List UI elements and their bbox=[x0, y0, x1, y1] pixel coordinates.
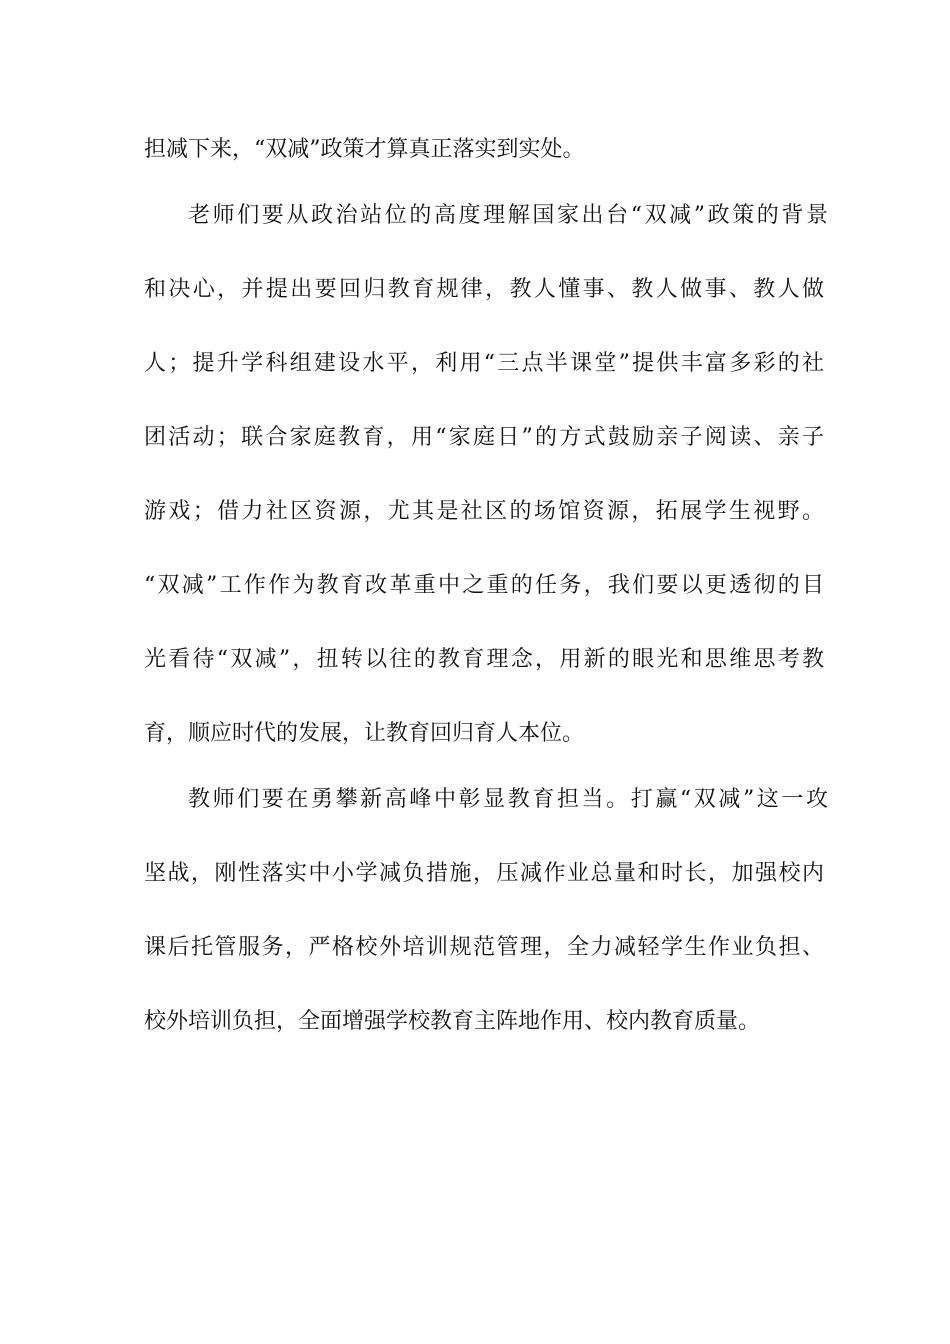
paragraph-line: 光看待“双减”，扭转以往的教育理念，用新的眼光和思维思考教 bbox=[144, 647, 824, 672]
paragraph-line: “双减”工作作为教育改革重中之重的任务，我们要以更透彻的目 bbox=[144, 573, 824, 598]
paragraph-line: 课后托管服务，严格校外培训规范管理，全力减轻学生作业负担、 bbox=[144, 935, 824, 960]
paragraph-line: 育，顺应时代的发展，让教育回归育人本位。 bbox=[144, 721, 585, 746]
paragraph-line: 校外培训负担，全面增强学校教育主阵地作用、校内教育质量。 bbox=[144, 1009, 761, 1034]
paragraph-line: 老师们要从政治站位的高度理解国家出台“双减”政策的背景 bbox=[188, 203, 828, 228]
paragraph-line: 和决心，并提出要回归教育规律，教人懂事、教人做事、教人做 bbox=[144, 277, 824, 302]
paragraph-line: 坚战，刚性落实中小学减负措施，压减作业总量和时长，加强校内 bbox=[144, 861, 824, 886]
paragraph-line: 游戏；借力社区资源，尤其是社区的场馆资源，拓展学生视野。 bbox=[144, 499, 824, 524]
paragraph-line: 团活动；联合家庭教育，用“家庭日”的方式鼓励亲子阅读、亲子 bbox=[144, 425, 824, 450]
paragraph-line: 担减下来，“双减”政策才算真正落实到实处。 bbox=[144, 137, 585, 162]
paragraph-line: 人；提升学科组建设水平，利用“三点半课堂”提供丰富多彩的社 bbox=[144, 351, 824, 376]
paragraph-line: 教师们要在勇攀新高峰中彰显教育担当。打赢“双减”这一攻 bbox=[188, 787, 828, 812]
